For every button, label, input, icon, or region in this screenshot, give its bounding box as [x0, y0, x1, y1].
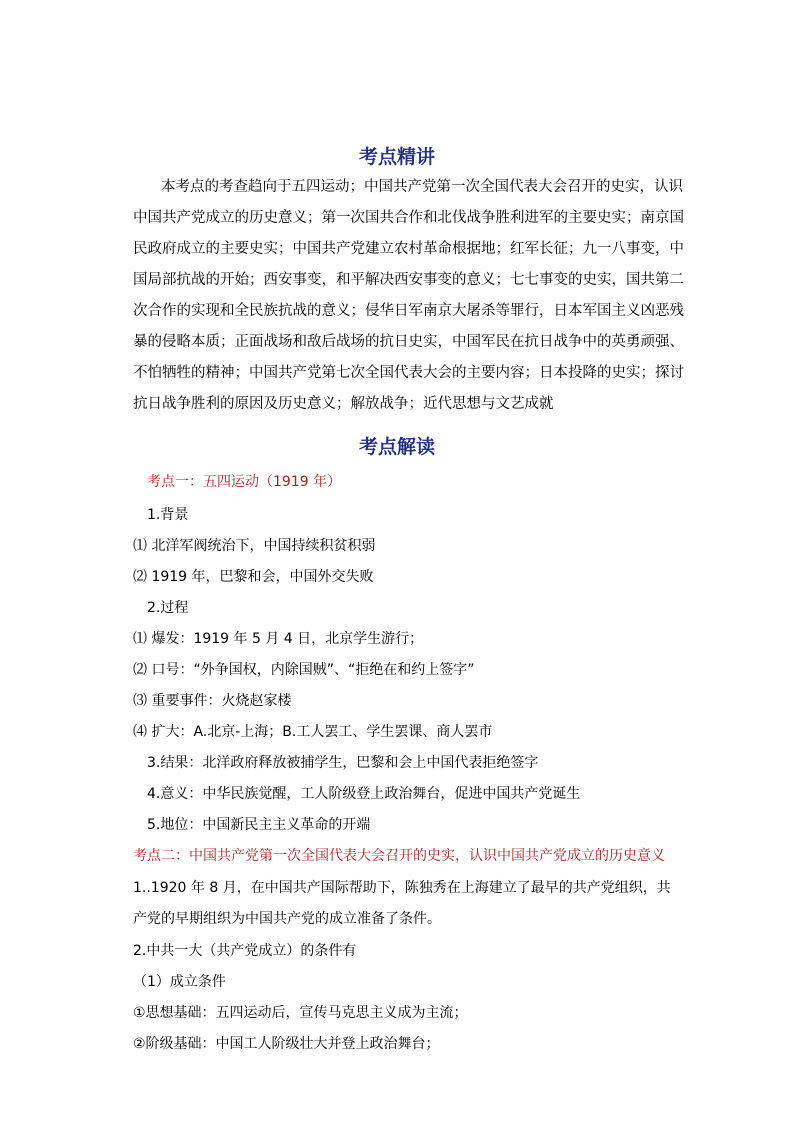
condition-sub-heading: （1）成立条件: [133, 974, 226, 990]
process-label: 2.过程: [147, 600, 189, 616]
position-line: 5.地位：中国新民主主义革命的开端: [147, 817, 371, 833]
intro-line: 不怕牺牲的精神；中国共产党第七次全国代表大会的主要内容；日本投降的史实；探讨: [133, 365, 684, 381]
point-two-item-2: 2.中共一大（共产党成立）的条件有: [133, 943, 357, 959]
intro-line: 民政府成立的主要史实；中国共产党建立农村革命根据地；红军长征；九一八事变，中: [133, 241, 684, 257]
intro-line: 国局部抗战的开始；西安事变，和平解决西安事变的意义；七七事变的史实，国共第二: [133, 272, 684, 288]
section-title-interpretation: 考点解读: [358, 436, 435, 458]
condition-item-1: ①思想基础：五四运动后，宣传马克思主义成为主流；: [133, 1005, 468, 1021]
point-two-item-1-line-2: 产党的早期组织为中国共产党的成立准备了条件。: [133, 911, 441, 927]
intro-line: 本考点的考查趋向于五四运动；中国共产党第一次全国代表大会召开的史实，认识: [161, 179, 683, 195]
result-line: 3.结果：北洋政府释放被捕学生，巴黎和会上中国代表拒绝签字: [147, 755, 539, 771]
process-item-2: ⑵ 口号：“外争国权，内除国贼”、“拒绝在和约上签字”: [133, 662, 475, 678]
point-one-heading: 考点一：五四运动（1919 年）: [147, 474, 342, 490]
intro-line: 中国共产党成立的历史意义；第一次国共合作和北伐战争胜利进军的主要史实；南京国: [133, 210, 684, 226]
section-title-key-points: 考点精讲: [358, 146, 435, 168]
point-two-item-1-line-1: 1..1920 年 8 月，在中国共产国际帮助下，陈独秀在上海建立了最早的共产党组织，共: [133, 880, 671, 896]
background-label: 1.背景: [147, 507, 189, 523]
intro-line: 抗日战争胜利的原因及历史意义；解放战争；近代思想与文艺成就: [133, 396, 554, 412]
condition-item-2: ②阶级基础：中国工人阶级壮大并登上政治舞台；: [133, 1036, 440, 1052]
meaning-line: 4.意义：中华民族觉醒，工人阶级登上政治舞台，促进中国共产党诞生: [147, 786, 581, 802]
background-item-1: ⑴ 北洋军阀统治下，中国持续积贫积弱: [133, 538, 376, 554]
process-item-1: ⑴ 爆发：1919 年 5 月 4 日，北京学生游行；: [133, 631, 424, 647]
point-two-heading: 考点二：中国共产党第一次全国代表大会召开的史实，认识中国共产党成立的历史意义: [133, 848, 665, 864]
intro-paragraph: [133, 172, 684, 420]
process-item-3: ⑶ 重要事件：火烧赵家楼: [133, 693, 292, 709]
process-item-4: ⑷ 扩大：A.北京-上海；B.工人罢工、学生罢课、商人罢市: [133, 724, 493, 740]
background-item-2: ⑵ 1919 年，巴黎和会，中国外交失败: [133, 569, 374, 585]
intro-line: 次合作的实现和全民族抗战的意义；侵华日军南京大屠杀等罪行，日本军国主义凶恶残: [133, 303, 684, 319]
intro-line: 暴的侵略本质；正面战场和敌后战场的抗日史实，中国军民在抗日战争中的英勇顽强、: [133, 334, 684, 350]
